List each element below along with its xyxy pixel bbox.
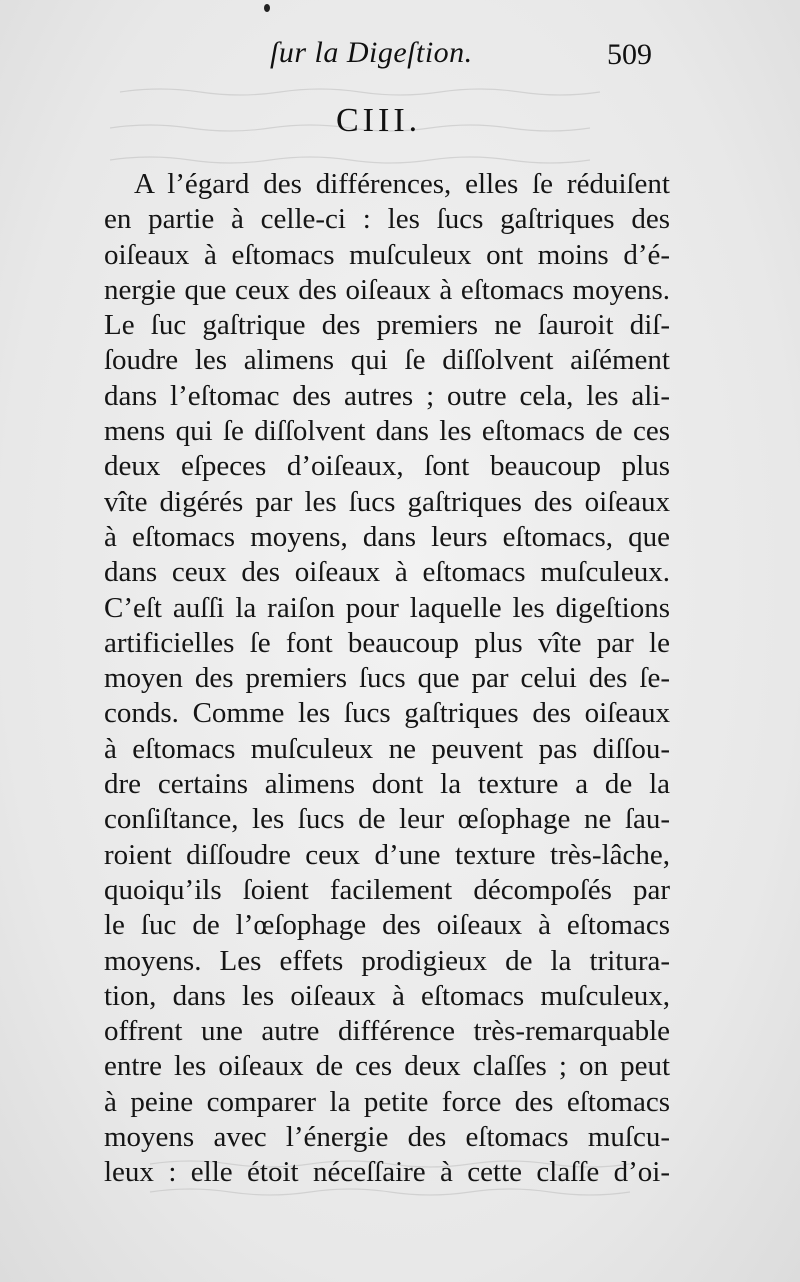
text-line: à peine comparer la petite force des eſtomacs bbox=[104, 1085, 670, 1118]
text-line: conds. Comme les ſucs gaſtriques des oiſeaux bbox=[104, 697, 670, 730]
text-line: à eſtomacs muſculeux ne peuvent pas diſſou- bbox=[104, 732, 670, 765]
text-line: deux eſpeces d’oiſeaux, ſont beaucoup plus bbox=[104, 450, 670, 483]
text-line: quoiqu’ils ſoient facilement décompoſés par bbox=[104, 873, 670, 906]
text-line: nergie que ceux des oiſeaux à eſtomacs moyens. bbox=[104, 273, 670, 306]
text-line: à eſtomacs moyens, dans leurs eſtomacs, que bbox=[104, 520, 670, 553]
text-line: dans ceux des oiſeaux à eſtomacs muſculeux. bbox=[104, 556, 670, 589]
text-line: conſiſtance, les ſucs de leur œſophage ne ſau- bbox=[104, 803, 670, 836]
text-line: oiſeaux à eſtomacs muſculeux ont moins d’é- bbox=[104, 238, 670, 271]
text-line: offrent une autre différence très-remarquable bbox=[104, 1015, 670, 1048]
running-head: ſur la Digeſtion. bbox=[270, 36, 473, 69]
text-line: C’eſt auſſi la raiſon pour laquelle les digeſtions bbox=[104, 591, 670, 624]
text-line: Le ſuc gaſtrique des premiers ne ſauroit diſ- bbox=[104, 309, 670, 342]
text-line: vîte digérés par les ſucs gaſtriques des oiſeaux bbox=[104, 485, 670, 518]
text-line: dans l’eſtomac des autres ; outre cela, les ali- bbox=[104, 379, 670, 412]
text-line: en partie à celle-ci : les ſucs gaſtriques des bbox=[104, 203, 670, 236]
text-line: mens qui ſe diſſolvent dans les eſtomacs de ces bbox=[104, 415, 670, 448]
text-line: artificielles ſe font beaucoup plus vîte par le bbox=[104, 626, 670, 659]
text-line: moyens avec l’énergie des eſtomacs muſcu- bbox=[104, 1121, 670, 1154]
page-number: 509 bbox=[607, 38, 652, 71]
text-line: tion, dans les oiſeaux à eſtomacs muſculeux, bbox=[104, 979, 670, 1012]
text-line: roient diſſoudre ceux d’une texture très-lâche, bbox=[104, 838, 670, 871]
body-text bbox=[104, 167, 670, 1191]
text-line: ſoudre les alimens qui ſe diſſolvent aiſément bbox=[104, 344, 670, 377]
text-line: le ſuc de l’œſophage des oiſeaux à eſtomacs bbox=[104, 909, 670, 942]
text-line: dre certains alimens dont la texture a de la bbox=[104, 768, 670, 801]
text-line: A l’égard des différences, elles ſe réduiſent bbox=[134, 168, 670, 200]
text-line: entre les oiſeaux de ces deux claſſes ; on peut bbox=[104, 1050, 670, 1083]
ink-dot bbox=[264, 4, 270, 12]
section-heading: CIII. bbox=[336, 102, 422, 139]
text-line: leux : elle étoit néceſſaire à cette claſſe d’oi- bbox=[104, 1156, 670, 1189]
text-line: moyens. Les effets prodigieux de la tritura- bbox=[104, 944, 670, 977]
text-line: moyen des premiers ſucs que par celui des ſe- bbox=[104, 662, 670, 695]
